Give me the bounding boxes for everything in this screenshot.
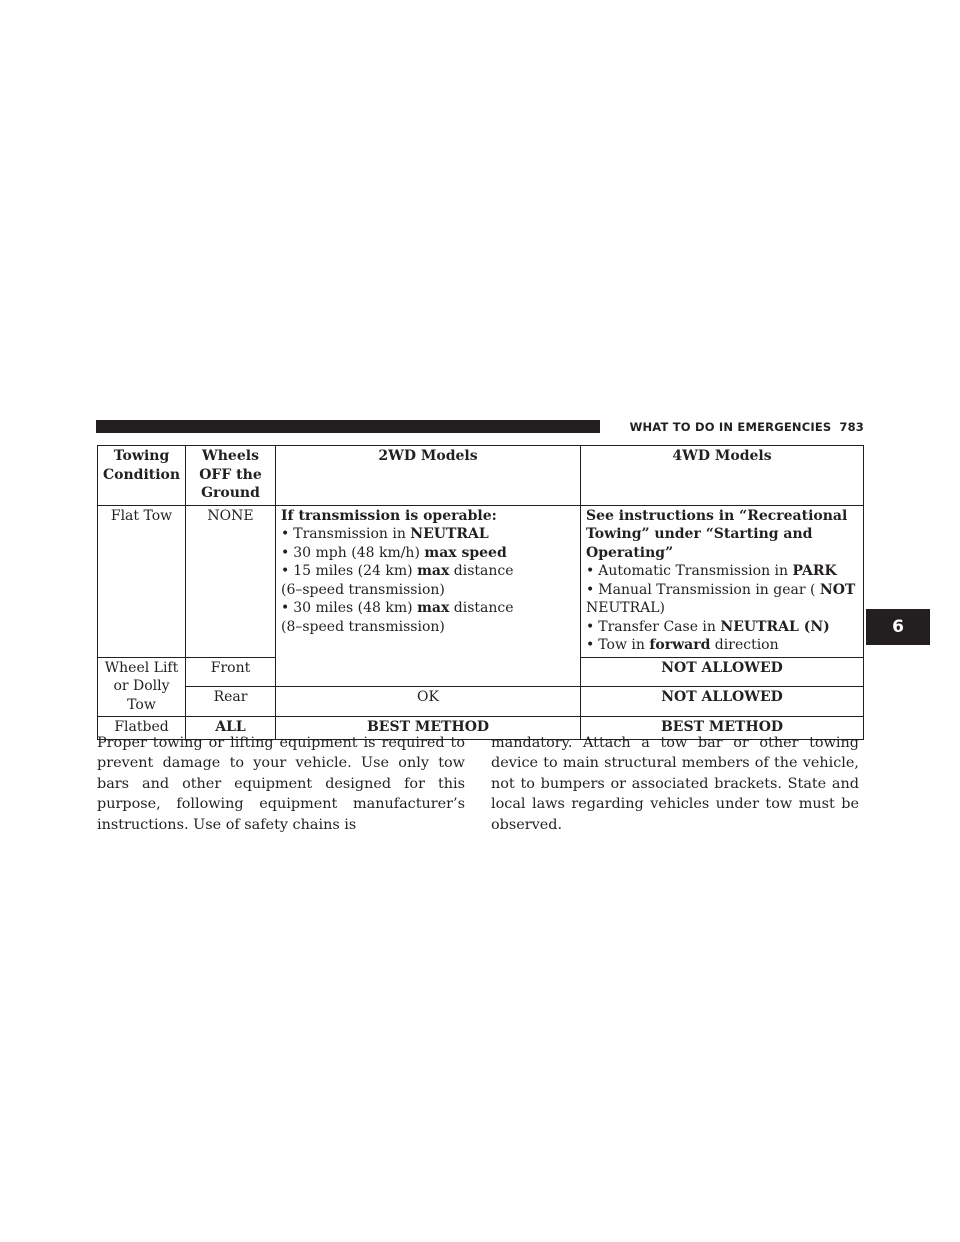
wheel-lift-rear-2wd: OK (276, 687, 581, 717)
list-item: • Manual Transmission in gear ( NOT NEUTRAL) (586, 581, 858, 618)
chapter-tab: 6 (866, 609, 930, 645)
page-number: 783 (839, 420, 864, 434)
flat-tow-2wd-heading: If transmission is operable: (281, 507, 497, 524)
list-item: • 30 miles (48 km) max distance (281, 599, 575, 618)
list-item: • Tow in forward direction (586, 636, 858, 655)
flatbed-condition: Flatbed (98, 717, 186, 740)
wheel-lift-rear-4wd: NOT ALLOWED (581, 687, 864, 717)
flat-tow-2wd-list (281, 525, 575, 581)
flat-tow-2wd-note-6speed: (6–speed transmission) (281, 581, 445, 598)
flat-tow-condition: Flat Tow (98, 505, 186, 657)
table-row-wheel-lift-rear (98, 687, 864, 717)
wheel-lift-condition: Wheel Lift or Dolly Tow (98, 657, 186, 717)
flat-tow-4wd-cell (581, 505, 864, 657)
running-header (608, 418, 864, 436)
list-item: • 30 mph (48 km/h) max speed (281, 544, 575, 563)
list-item: • Automatic Transmission in PARK (586, 562, 858, 581)
header-wheels-off: Wheels OFF the Ground (186, 446, 276, 506)
header-4wd: 4WD Models (581, 446, 864, 506)
wheel-lift-front-4wd: NOT ALLOWED (581, 657, 864, 687)
header-2wd: 2WD Models (276, 446, 581, 506)
towing-table (97, 445, 864, 740)
list-item: • 15 miles (24 km) max distance (281, 562, 575, 581)
table-header-row (98, 446, 864, 506)
section-title: WHAT TO DO IN EMERGENCIES (629, 420, 832, 434)
wheel-lift-rear: Rear (186, 687, 276, 717)
table-row-flat-tow (98, 505, 864, 657)
wheel-lift-front: Front (186, 657, 276, 687)
flat-tow-4wd-heading: See instructions in “Recreational Towing” under “Starting and Operating” (586, 507, 848, 561)
body-text-column-1: Proper towing or lifting equipment is required to prevent damage to your vehicle. Use only tow bars and other equipment designed for this purpose, following equipment manufacturer’s instructions. Use of safety chains is (97, 735, 465, 833)
list-item: • Transfer Case in NEUTRAL (N) (586, 618, 858, 637)
flat-tow-wheels: NONE (186, 505, 276, 657)
flat-tow-4wd-list (586, 562, 858, 655)
flat-tow-2wd-note-8speed: (8–speed transmission) (281, 618, 445, 635)
flatbed-2wd: BEST METHOD (276, 717, 581, 740)
body-text-column-2: mandatory. Attach a tow bar or other towing device to main structural members of the vehicle, not to bumpers or associated brackets. State and local laws regarding vehicles under tow must be observed. (491, 735, 859, 833)
flat-tow-2wd-cell (276, 505, 581, 687)
flatbed-wheels: ALL (186, 717, 276, 740)
flatbed-4wd: BEST METHOD (581, 717, 864, 740)
header-rule (96, 420, 600, 433)
flat-tow-2wd-list-2 (281, 599, 575, 618)
header-towing-condition: Towing Condition (98, 446, 186, 506)
list-item: • Transmission in NEUTRAL (281, 525, 575, 544)
